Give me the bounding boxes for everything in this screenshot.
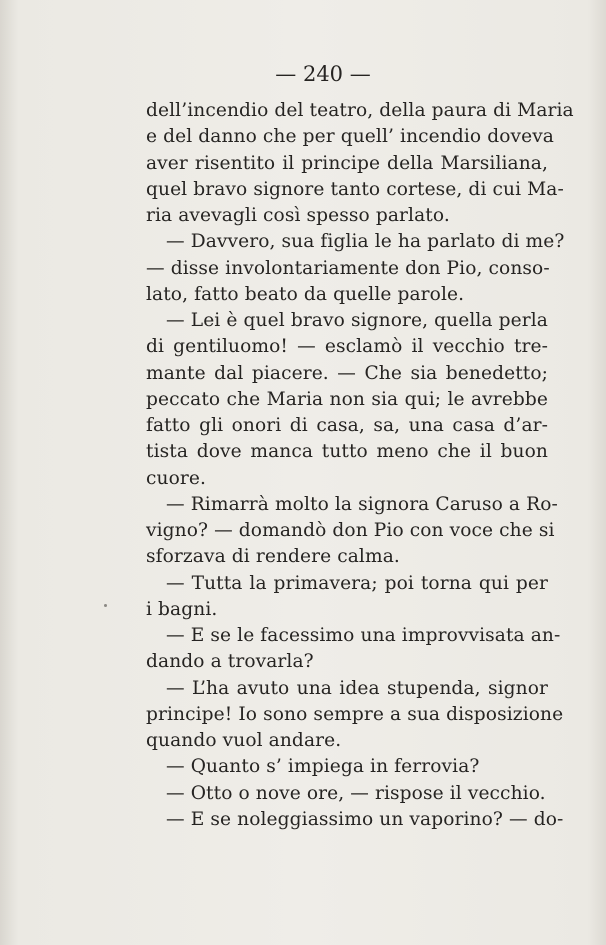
text-line: — disse involontariamente don Pio, conso- (146, 257, 550, 279)
paper-speck (104, 604, 107, 607)
text-line: di gentiluomo! — esclamò il vecchio tre- (146, 336, 548, 358)
text-line: — L’ha avuto una idea stupenda, signor (166, 677, 548, 699)
text-line: aver risentito il principe della Marsiliana, (146, 152, 548, 174)
page-number: — 240 — (275, 62, 371, 86)
text-line: cuore. (146, 467, 206, 489)
text-line: — Rimarrà molto la signora Caruso a Ro- (166, 493, 558, 515)
text-line: — Lei è quel bravo signore, quella perla (166, 310, 548, 331)
text-line: mante dal piacere. — Che sia benedetto; (146, 362, 548, 384)
text-line: quel bravo signore tanto cortese, di cui Ma- (146, 178, 564, 200)
text-line: i bagni. (146, 598, 218, 620)
text-line: — Quanto s’ impiega in ferrovia? (166, 756, 480, 778)
text-line: dell’incendio del teatro, della paura di Maria (146, 100, 574, 121)
text-line: dando a trovarla? (146, 651, 314, 673)
text-line: — E se noleggiassimo un vaporino? — do- (166, 808, 564, 830)
text-line: quando vuol andare. (146, 730, 342, 751)
text-line: principe! Io sono sempre a sua disposizione (146, 703, 564, 725)
text-line: sforzava di rendere calma. (146, 546, 400, 568)
body-text (146, 98, 574, 833)
text-line: — Otto o nove ore, — rispose il vecchio. (166, 782, 546, 804)
text-line: fatto gli onori di casa, sa, una casa d’ar- (146, 415, 548, 436)
text-line: e del danno che per quell’ incendio doveva (146, 126, 554, 148)
text-line: — E se le facessimo una improvvisata an- (166, 625, 561, 646)
text-line: tista dove manca tutto meno che il buon (146, 441, 548, 463)
text-line: — Tutta la primavera; poi torna qui per (166, 572, 548, 594)
text-line: peccato che Maria non sia qui; le avrebbe (146, 388, 548, 410)
text-line: — Davvero, sua figlia le ha parlato di me? (166, 231, 565, 253)
text-line: ria avevagli così spesso parlato. (146, 205, 450, 226)
text-line: vigno? — domandò don Pio con voce che si (146, 520, 555, 541)
text-line: lato, fatto beato da quelle parole. (146, 283, 465, 305)
